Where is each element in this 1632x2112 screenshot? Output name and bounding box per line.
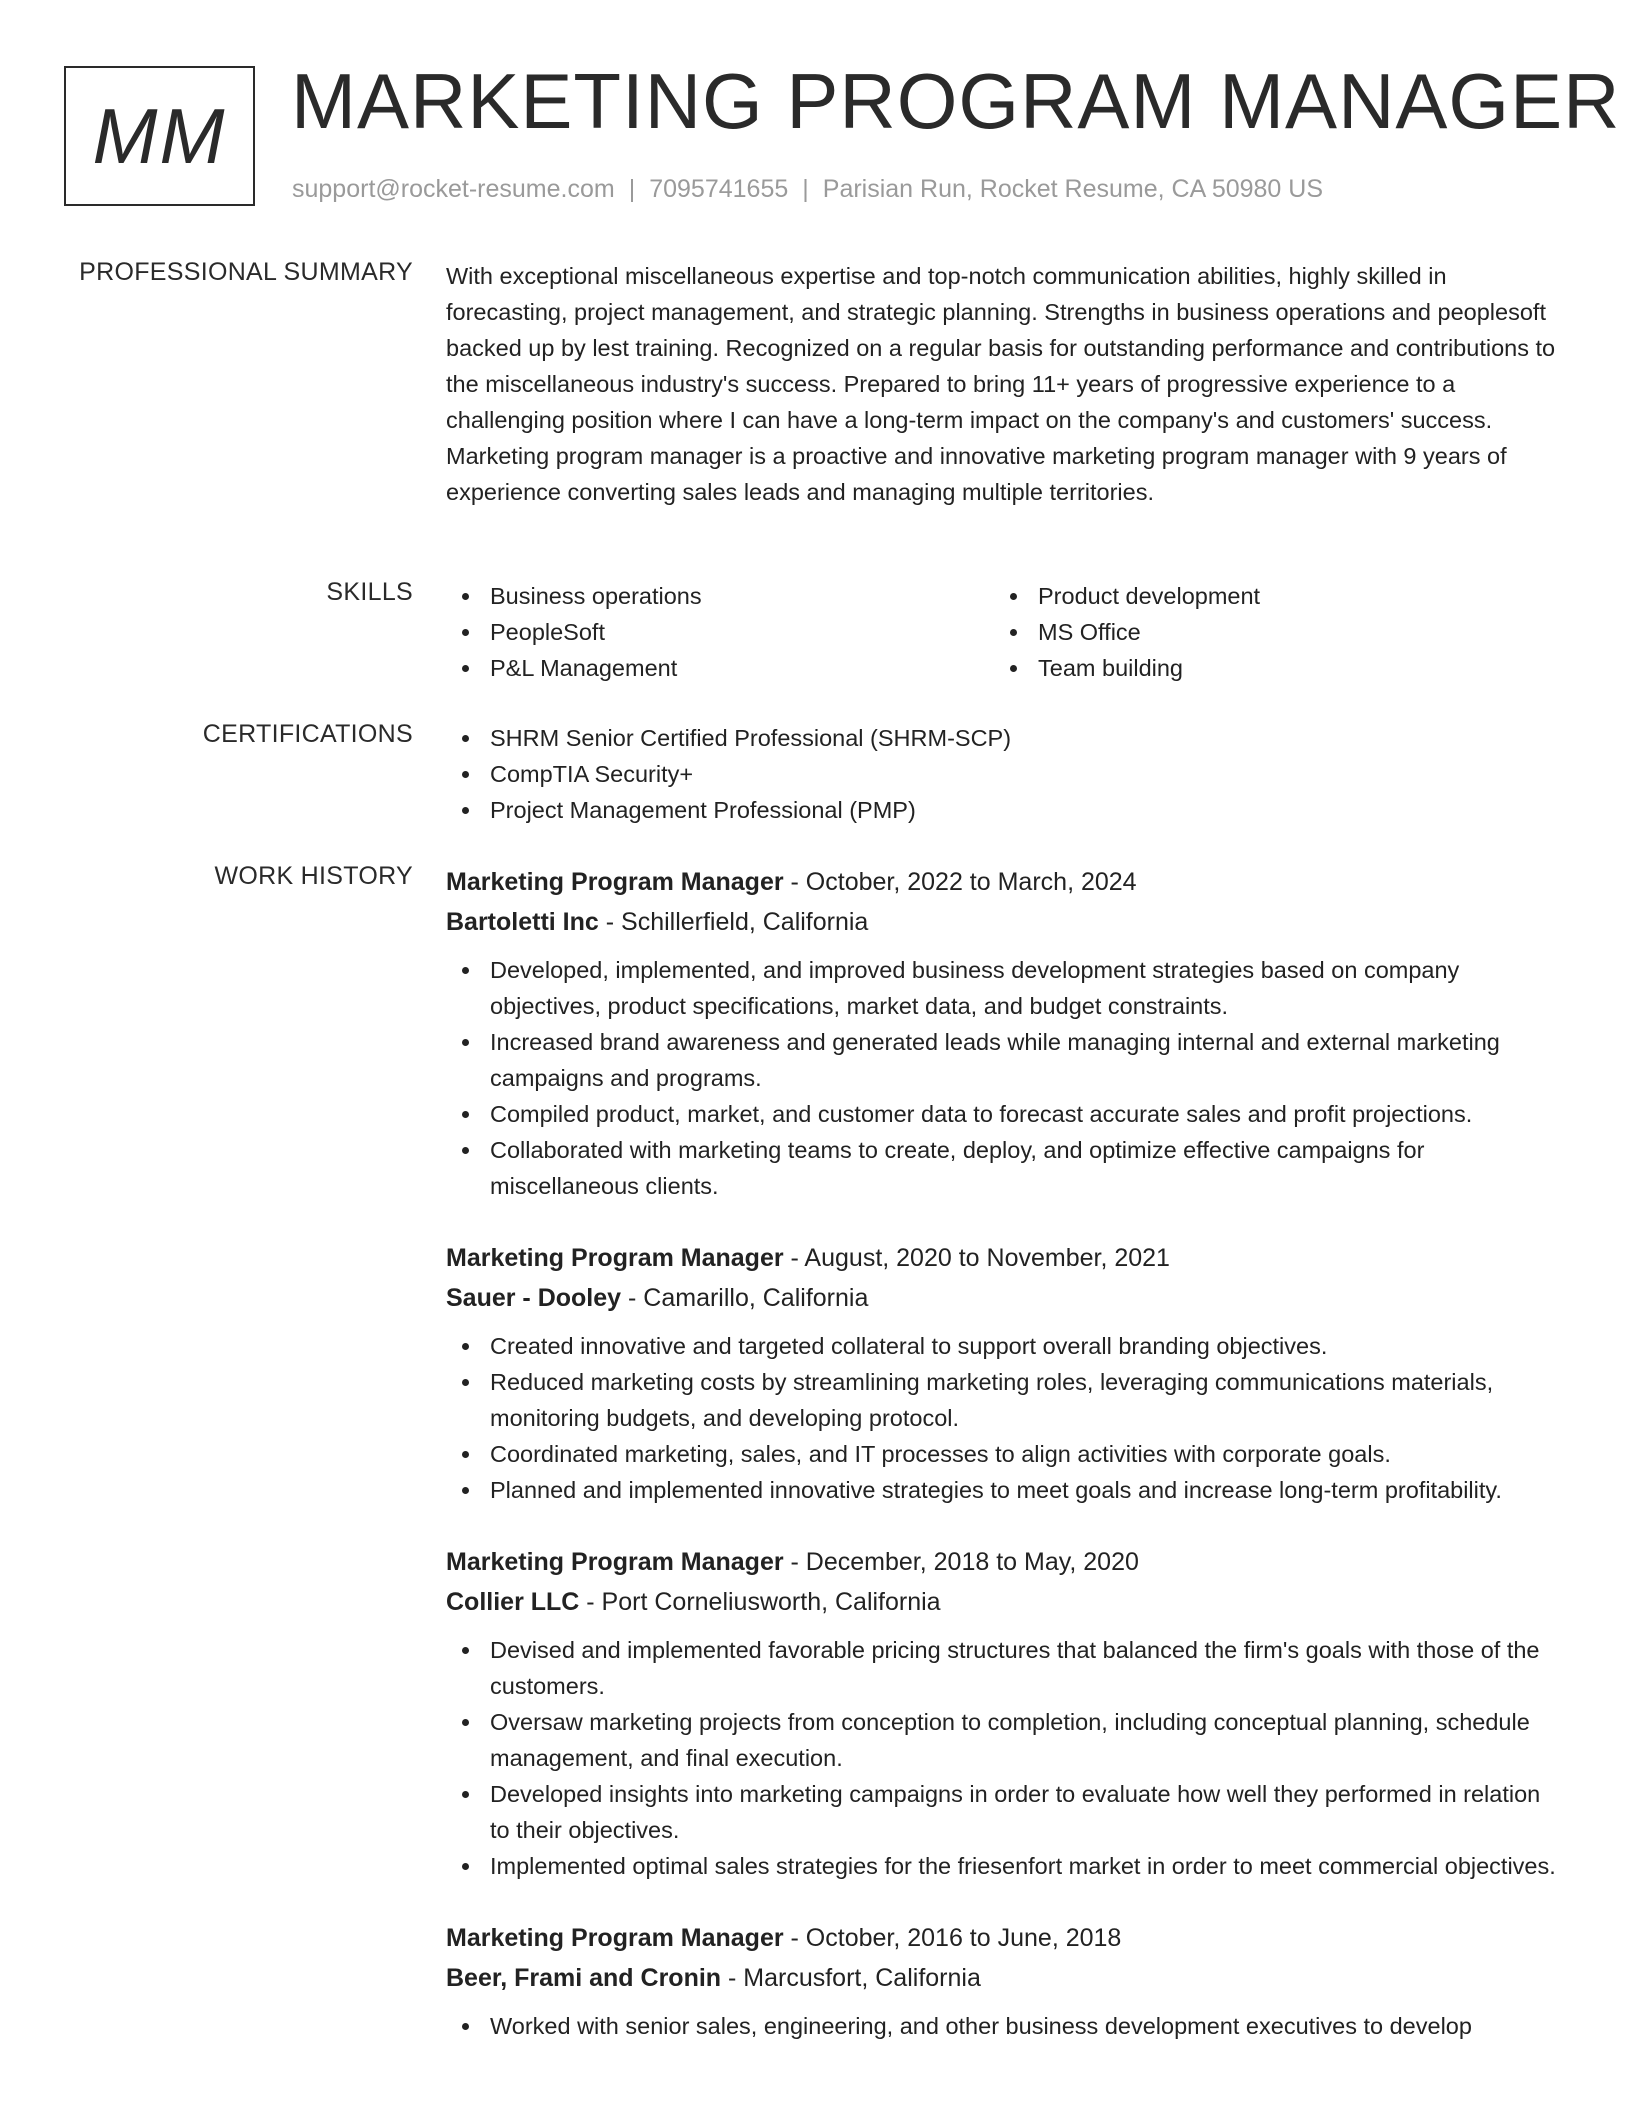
job-bullet: Implemented optimal sales strategies for the friesenfort market in order to meet commercial objectives. [446,1848,1561,1884]
job-company-line [446,1958,1561,1998]
job-location: - Port Corneliusworth, California [579,1588,941,1616]
job-title: Marketing Program Manager [446,1924,784,1952]
page-title: MARKETING PROGRAM MANAGER [291,57,1621,145]
job-bullet: Worked with senior sales, engineering, and other business development executives to develop [446,2008,1561,2044]
job-bullet: Planned and implemented innovative strategies to meet goals and increase long-term profitability. [446,1472,1561,1508]
job-dates: - August, 2020 to November, 2021 [783,1244,1170,1272]
job-entry [446,862,1561,1204]
certification-item: CompTIA Security+ [446,756,1561,792]
section-label-work-history: WORK HISTORY [214,862,413,890]
job-bullet: Reduced marketing costs by streamlining marketing roles, leveraging communications materials, monitoring budgets, and developing protocol. [446,1364,1561,1436]
job-company: Bartoletti Inc [446,908,599,936]
skill-item: PeopleSoft [446,614,994,650]
job-company: Collier LLC [446,1588,580,1616]
job-dates: - October, 2016 to June, 2018 [783,1924,1122,1952]
job-company: Sauer - Dooley [446,1284,622,1312]
skill-item: Team building [994,650,1542,686]
job-bullets [446,1632,1561,1884]
job-title-line [446,1542,1561,1582]
job-bullet: Collaborated with marketing teams to create, deploy, and optimize effective campaigns for miscellaneous clients. [446,1132,1561,1204]
job-bullets [446,1328,1561,1508]
job-bullets [446,952,1561,1204]
section-label-summary: PROFESSIONAL SUMMARY [79,258,413,286]
job-company-line [446,1582,1561,1622]
skills-list [446,578,1561,686]
contact-separator: | [628,175,636,203]
job-location: - Marcusfort, California [721,1964,981,1992]
skill-item: MS Office [994,614,1542,650]
job-bullets [446,2008,1561,2044]
skill-item: Business operations [446,578,994,614]
job-location: - Schillerfield, California [598,908,869,936]
contact-line [292,175,1323,204]
job-bullet: Increased brand awareness and generated leads while managing internal and external marketing campaigns and programs. [446,1024,1561,1096]
job-title-line [446,1238,1561,1278]
skills-body [446,578,1561,686]
skill-item: P&L Management [446,650,994,686]
contact-email[interactable]: support@rocket-resume.com [292,175,615,203]
section-label-skills: SKILLS [326,578,413,606]
job-title: Marketing Program Manager [446,1244,784,1272]
job-entry [446,1238,1561,1508]
job-bullet: Developed, implemented, and improved business development strategies based on company objectives, product specifications, market data, and budget constraints. [446,952,1561,1024]
job-bullet: Compiled product, market, and customer data to forecast accurate sales and profit projections. [446,1096,1561,1132]
job-title-line [446,862,1561,902]
job-location: - Camarillo, California [621,1284,869,1312]
job-title: Marketing Program Manager [446,868,784,896]
skill-item: Product development [994,578,1542,614]
contact-separator: | [802,175,809,203]
certifications-body [446,720,1561,828]
job-entry [446,1918,1561,2044]
job-dates: - December, 2018 to May, 2020 [783,1548,1139,1576]
job-bullet: Oversaw marketing projects from conception to completion, including conceptual planning, schedule management, and final execution. [446,1704,1561,1776]
summary-body [446,258,1561,510]
certifications-list [446,720,1561,828]
section-label-certifications: CERTIFICATIONS [202,720,413,748]
job-company: Beer, Frami and Cronin [446,1964,722,1992]
job-entry [446,1542,1561,1884]
certification-item: Project Management Professional (PMP) [446,792,1561,828]
job-bullet: Developed insights into marketing campaigns in order to evaluate how well they performed in relation to their objectives. [446,1776,1561,1848]
summary-text: With exceptional miscellaneous expertise and top-notch communication abilities, highly skilled in forecasting, project management, and strategic planning. Strengths in business operations and peoplesoft backed up by lest training. Recognized on a regular basis for outstanding performance and contributions to the miscellaneous industry's success. Prepared to bring 11+ years of progressive experience to a challenging position where I can have a long-term impact on the company's and customers' success. Marketing program manager is a proactive and innovative marketing program manager with 9 years of experience converting sales leads and managing multiple territories. [446,263,1556,505]
job-bullet: Devised and implemented favorable pricing structures that balanced the firm's goals with those of the customers. [446,1632,1561,1704]
certification-item: SHRM Senior Certified Professional (SHRM-SCP) [446,720,1561,756]
job-company-line [446,902,1561,942]
job-company-line [446,1278,1561,1318]
work-history-body [446,862,1561,2078]
contact-address: Parisian Run, Rocket Resume, CA 50980 US [822,175,1324,203]
job-title: Marketing Program Manager [446,1548,784,1576]
monogram-logo: MM [64,66,255,206]
job-bullet: Created innovative and targeted collateral to support overall branding objectives. [446,1328,1561,1364]
job-bullet: Coordinated marketing, sales, and IT processes to align activities with corporate goals. [446,1436,1561,1472]
job-dates: - October, 2022 to March, 2024 [783,868,1137,896]
contact-phone[interactable]: 7095741655 [649,175,789,203]
job-title-line [446,1918,1561,1958]
